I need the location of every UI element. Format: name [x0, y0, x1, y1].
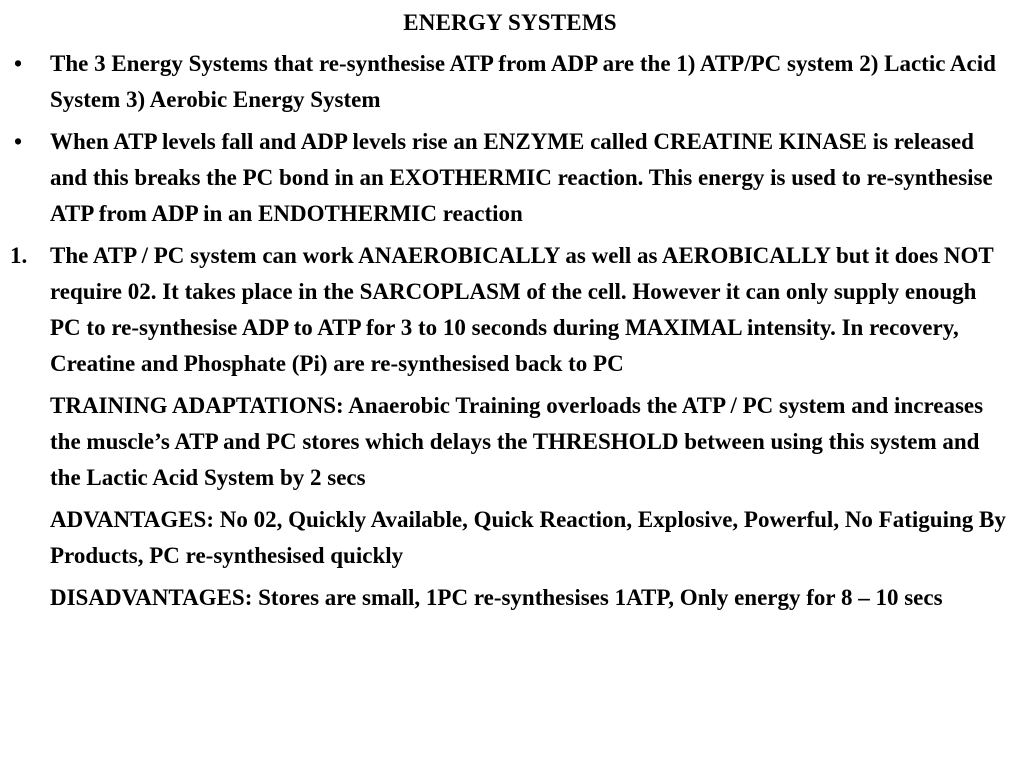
- bullet-text: When ATP levels fall and ADP levels rise an ENZYME called CREATINE KINASE is released and this breaks the PC bond in an EXOTHERMIC reaction. This energy is used to re-synthesise ATP from ADP in an ENDOTHERMIC reaction: [50, 129, 993, 226]
- numbered-text: The ATP / PC system can work ANAEROBICALLY as well as AEROBICALLY but it does NOT require 02. It takes place in the SARCOPLASM of the cell. However it can only supply enough PC to re-synthesise ADP to ATP for 3 to 10 seconds during MAXIMAL intensity. In recovery, Creatine and Phosphate (Pi) are re-synthesised back to PC: [50, 243, 994, 376]
- bullet-text: The 3 Energy Systems that re-synthesise ATP from ADP are the 1) ATP/PC system 2) Lactic Acid System 3) Aerobic Energy System: [50, 51, 996, 112]
- bullet-list: [10, 46, 1010, 382]
- slide-title: ENERGY SYSTEMS: [403, 10, 617, 35]
- disadvantages-paragraph: DISADVANTAGES: Stores are small, 1PC re-synthesises 1ATP, Only energy for 8 – 10 secs: [50, 585, 943, 610]
- training-adaptations-paragraph: TRAINING ADAPTATIONS: Anaerobic Training overloads the ATP / PC system and increases the muscle’s ATP and PC stores which delays the THRESHOLD between using this system and the Lactic Acid System by 2 secs: [50, 393, 984, 490]
- bullet-item-energy-systems: [10, 46, 1010, 118]
- numbered-item-atp-pc: [10, 238, 1010, 382]
- number-marker: 1.: [10, 243, 28, 268]
- bullet-marker: •: [14, 129, 23, 154]
- advantages-paragraph: ADVANTAGES: No 02, Quickly Available, Quick Reaction, Explosive, Powerful, No Fatiguing By Products, PC re-synthesised quickly: [50, 507, 1006, 568]
- bullet-item-creatine-kinase: [10, 124, 1010, 232]
- bullet-marker: •: [14, 51, 23, 76]
